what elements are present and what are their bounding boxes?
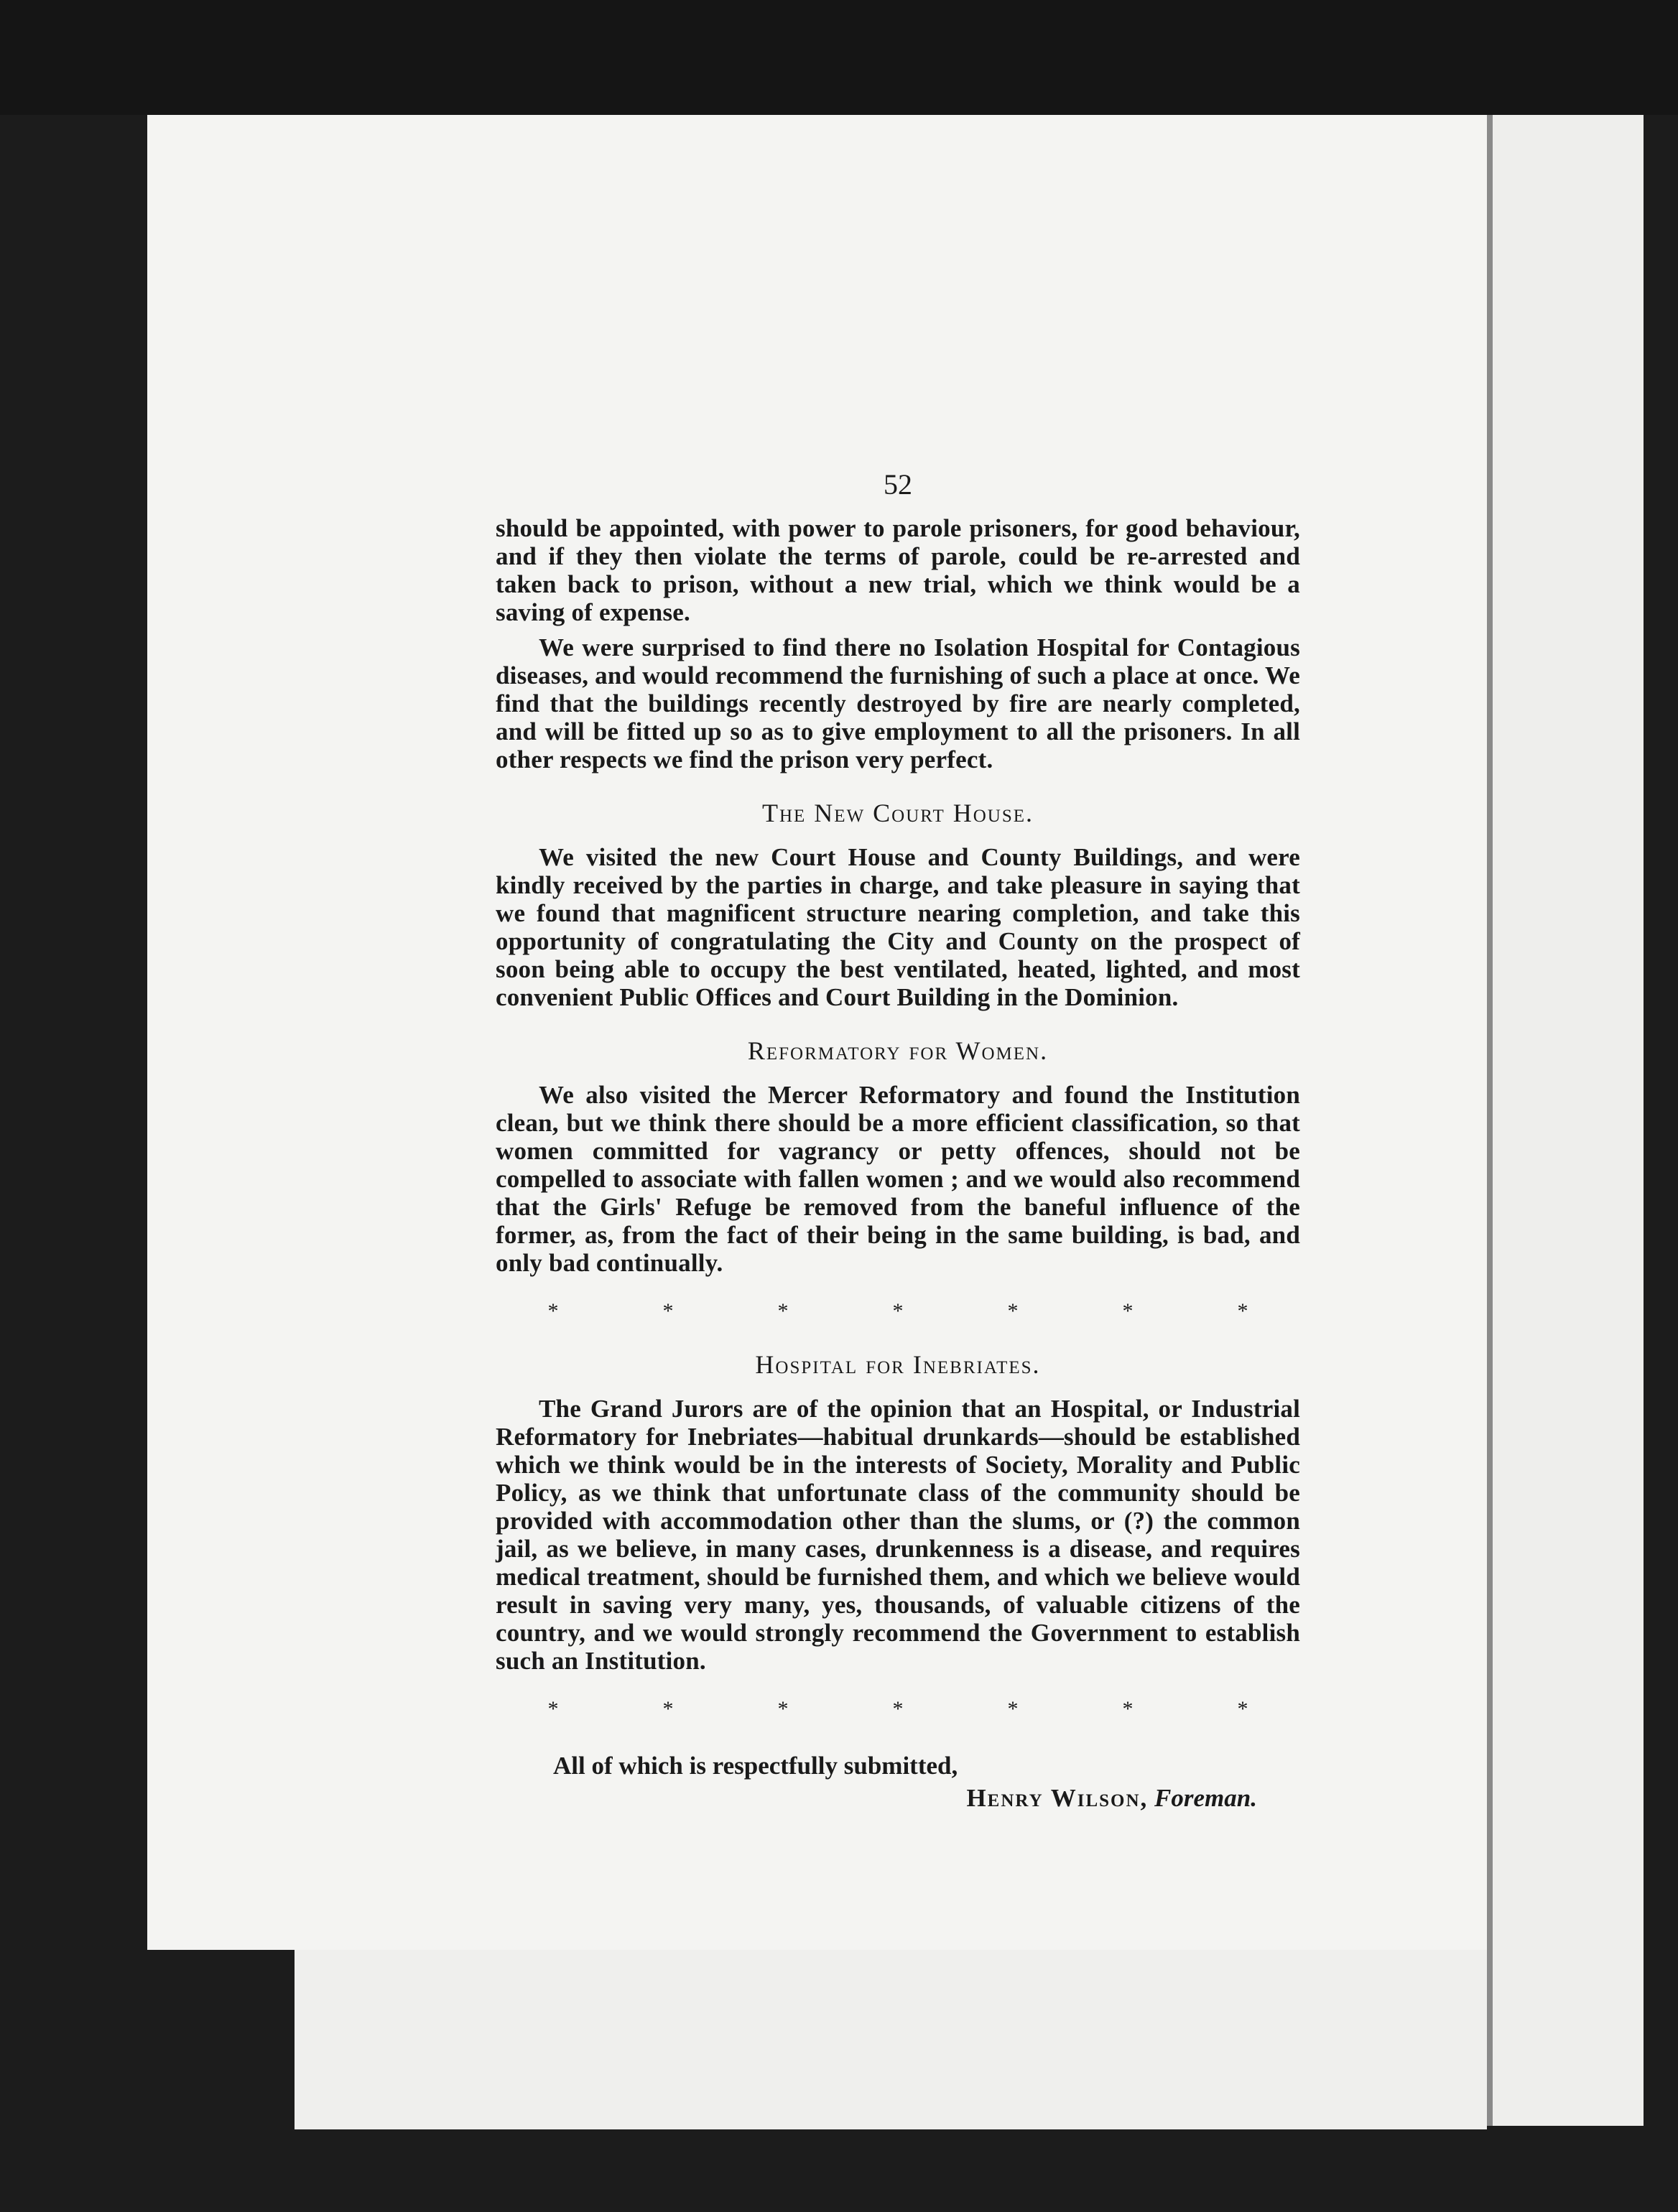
separator-star: * [547,1299,559,1323]
paragraph-reformatory: We also visited the Mercer Reformatory and found the Institution clean, but we think there should be a more efficient classification, so that women committed for vagrancy or petty offences, should not be compelled to associate with fallen women ; and we would also recommend that the Girls' Refuge be removed from the baneful influence of the former, as, from the fact of their being in the same building, is bad, and only bad continually. [496,1081,1300,1277]
signatory-name: Henry Wilson, [966,1784,1149,1812]
separator-star: * [662,1697,674,1721]
separator-star: * [892,1299,904,1323]
signature [496,1784,1300,1812]
separator-star: * [1237,1299,1248,1323]
section-heading-court-house: The New Court House. [761,799,1034,827]
adjacent-page-edge [1487,115,1644,2126]
closing-block [496,1752,1300,1812]
paragraph-inebriates: The Grand Jurors are of the opinion that an Hospital, or Industrial Reformatory for Inebriates—habitual drunkards—should be established which we think would be in the interests of Society, Morality and Public Policy, as we think that unfortunate class of the community should be provided with accommodation other than the slums, or (?) the common jail, as we believe, in many cases, drunkenness is a disease, and requires medical treatment, should be furnished them, and which we believe would result in saving very many, yes, thousands, of valuable citizens of the country, and we would strongly recommend the Government to establish such an Institution. [496,1395,1300,1675]
paragraph-isolation-hospital: We were surprised to find there no Isolation Hospital for Contagious diseases, and would recommend the furnishing of such a place at once. We find that the buildings recently destroyed by fire are nearly completed, and will be fitted up so as to give employment to all the prisoners. In all other respects we find the prison very perfect. [496,633,1300,773]
closing-line: All of which is respectfully submitted, [553,1752,958,1780]
separator-star: * [1122,1299,1134,1323]
separator-star: * [1122,1697,1134,1721]
paragraph-court-house: We visited the new Court House and County Buildings, and were kindly received by the parties in charge, and take pleasure in saying that we found that magnificent structure nearing completion, and take this opportunity of congratulating the City and County on the prospect of soon being able to occupy the best ventilated, heated, lighted, and most convenient Public Offices and Court Building in the Dominion. [496,843,1300,1011]
page-bottom-strip [295,1950,1487,2129]
page-left-shadow [147,1950,295,2212]
film-border-top [0,0,1678,115]
separator-star: * [777,1299,789,1323]
paragraph-parole: should be appointed, with power to parole prisoners, for good behaviour, and if they then violate the terms of parole, could be re-arrested and taken back to prison, without a new trial, which we think would be a saving of expense. [496,514,1300,626]
document-text [496,470,1300,1812]
separator-star: * [1237,1697,1248,1721]
page-number: 52 [884,468,912,501]
separator-stars-2 [496,1695,1300,1723]
section-heading-inebriates: Hospital for Inebriates. [755,1350,1041,1379]
separator-star: * [547,1697,559,1721]
separator-star: * [777,1697,789,1721]
separator-star: * [662,1299,674,1323]
separator-stars-1 [496,1297,1300,1325]
separator-star: * [1007,1697,1019,1721]
section-heading-reformatory: Reformatory for Women. [747,1036,1049,1065]
separator-star: * [892,1697,904,1721]
signatory-title: Foreman. [1154,1784,1257,1812]
separator-star: * [1007,1299,1019,1323]
